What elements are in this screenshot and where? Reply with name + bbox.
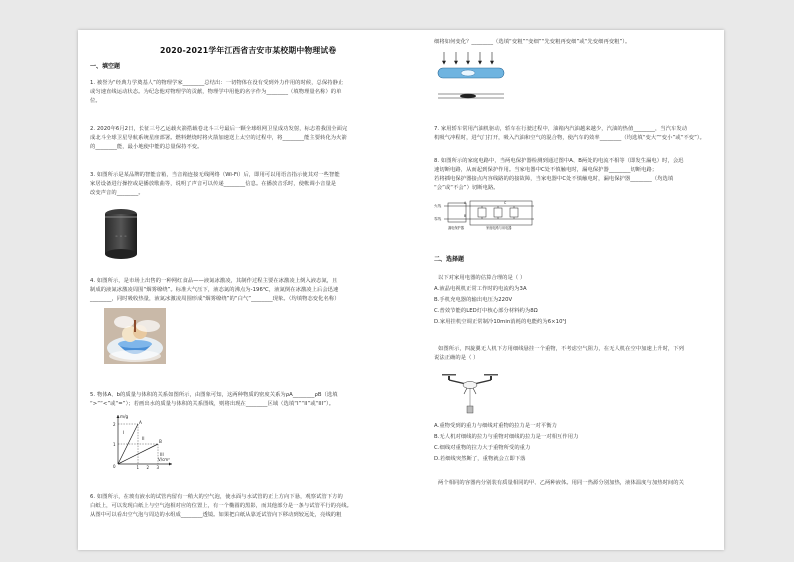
section-heading-choice: 二、选择题 — [434, 256, 465, 263]
q10-option-b: B.无人机对细线的拉力与重物对细线的拉力是一对相互作用力 — [434, 434, 579, 440]
q4-line3: ________，同时吸收热量，液氮冰激凌周围形成“烟雾缭绕”的“白气”________现象。（均填物态变化名称） — [90, 296, 340, 302]
tick-x-3: 3 — [156, 465, 160, 470]
q5-line1: 5. 物体A、b的质量与体积的关系如图所示，由图象可知，这两种物质的密度关系为ρA________ρB（选填 — [90, 392, 338, 398]
q1-line2: 或匀速直线运动状态。为纪念他对物理学的贡献，物理学中用他的名字作为________（填物理量名称）的单 — [90, 89, 342, 95]
q4-line2: 制成的液氮冰激凌周围“烟雾缭绕”。标准大气压下，液态氮的沸点为-196℃，液氮倒在冰激凌上后会迅速 — [90, 287, 339, 293]
q8-line2: 速切断电路，从而起到保护作用。当家电器中C处不慎触电时，漏电保护器________切断电路； — [434, 167, 658, 173]
x-axis-arrow — [169, 463, 172, 466]
q3-line2: 家居设备进行操控或是播放歌曲等，说明了声音可以传递________信息。在播放音乐时，使帐调小音量是 — [90, 181, 337, 187]
point-c-label: C — [504, 201, 507, 205]
tick-x-2: 2 — [146, 465, 150, 470]
smart-speaker-image — [100, 206, 142, 262]
origin-label: 0 — [113, 464, 116, 469]
q8-line4: “会”或“不会”）切断电路。 — [434, 185, 499, 191]
q9-option-c: C.普效节能的LED灯中核心部分材料约为8Ω — [434, 308, 538, 314]
q1-line1: 1. 被誉为“经典力学奠基人”的物理学家________总结出：一切物体在没有受到外力作用的时候，总保持静止 — [90, 80, 344, 86]
live-wire-label: 火线 — [434, 204, 442, 208]
y-axis-label: m/g — [120, 414, 129, 419]
q8-line1: 8. 如图所示的家庭电路中，当两电保护器检测到通过图中A、B两处的电流不相等（即发生漏电）时，会迅 — [434, 158, 684, 164]
test-tube-figure — [436, 50, 508, 104]
region-ii-label: II — [142, 436, 145, 441]
q2-line1: 2. 2020年6月2日，长征三号乙运载火箭搭载卷北斗三号最后一颗全球组网卫星成功发射，标志着我国全面完 — [90, 126, 348, 132]
tick-y-2: 2 — [113, 422, 116, 427]
point-b-label: B — [464, 214, 467, 218]
hanging-weight — [467, 406, 473, 413]
dark-shadow — [460, 94, 476, 98]
drone-figure — [440, 368, 500, 416]
q7-line2: 机吸气冲程时，进气门打开，吸入汽油和空气的混合物，使汽车的效率________（均选填“变大”“变小”或“不变”）。 — [434, 135, 705, 141]
q1-line3: 位。 — [90, 98, 101, 104]
q3-line3: 改变声音的________。 — [90, 190, 144, 196]
home-circuit-label: 家庭电路与用电器 — [486, 226, 512, 230]
q9-option-b: B.手机充电器的输出电压为220V — [434, 297, 513, 303]
svg-text:◦ ◦ ◦: ◦ ◦ ◦ — [114, 234, 128, 240]
x-axis-label: V/cm³ — [158, 457, 170, 462]
leakage-protector-label: 漏电保护器 — [448, 226, 464, 230]
q3-line1: 3. 如图所示是某品牌的智能音箱，当音箱连接无线网络（Wi-Fi）后，即用可以用语音指示使其对一些智能 — [90, 172, 340, 178]
mass-volume-chart — [108, 412, 176, 470]
section-heading-fill: 一、填空题 — [90, 63, 121, 70]
q8-line3: 若将插电保护器接点内容线路的的接故障，当家电器中C处不慎触电时，漏电保护器________（均选填 — [434, 176, 674, 182]
region-iii-label: III — [160, 452, 164, 457]
neutral-wire-label: 零线 — [434, 217, 442, 221]
line-b-label: B — [159, 439, 162, 444]
q10-option-c: C.细线对重物的拉力大于重物所受的重力 — [434, 445, 531, 451]
q7-line1: 7. 家用轿车常用汽油机驱动，轿车在行驶过程中，油箱内汽油越来越少，汽油的热值________，当汽车发动 — [434, 126, 688, 132]
circuit-diagram — [434, 198, 544, 238]
air-bubble — [461, 70, 475, 76]
q2-line2: 成北斗全球卫星导航系统星座部署。燃料燃烧时将火箭加速送上太空的过程中，将________能主要转化为火箭 — [90, 135, 347, 141]
line-a-label: A — [139, 420, 142, 425]
document-page — [78, 30, 724, 550]
region-i-label: I — [123, 430, 125, 435]
q5-line2: “>”“<”或“=”）；若画出水的质量与体积的关系图线，则将出现在________区域（选填“I”“II”或“III”）。 — [90, 401, 335, 407]
q10-option-d: D.若细线突然断了，重物就会立即下落 — [434, 456, 526, 462]
q11-line1: 两个相同的容器内分别装有质量相同的甲、乙两种液体。用同一热源分别加热，液体温度与加热时间的关 — [438, 480, 684, 486]
tick-x-1: 1 — [136, 465, 140, 470]
ice-cream-image — [104, 308, 166, 364]
q10-line2: 说法正确的是（ ） — [434, 355, 479, 361]
tick-y-1: 1 — [113, 442, 116, 447]
q9-option-d: D.家用挂机空调正常制冷10min消耗的电能约为6×10⁵J — [434, 319, 567, 325]
q6-continuation: 细将如何变化？________（选填“变粗”“变细”“先变粗再变细”或“先变细再变粗”）。 — [434, 39, 631, 45]
q9-stem: 以下对家用电器的估算合理的是（ ） — [438, 275, 526, 281]
q4-line1: 4. 如图所示，是市场上出售的一种网红食品——液氮冰激凌，其制作过程主要在冰激凌上倒入液态氮，且 — [90, 278, 338, 284]
q6-line1: 6. 如图所示，在玻有液水的试管内留有一稍大的空气泡，使水面与水试管的正上方向下悬，观察试管下方的 — [90, 494, 343, 500]
q6-line2: 白纸上，可以发现白纸上与空气泡相对应的位置上，有一个椭圆的黑影，而其他部分是一条与试管平行的亮线。 — [90, 503, 352, 509]
point-a-label: A — [464, 201, 467, 205]
q9-option-a: A.液晶电视机正常工作时的电流约为3A — [434, 286, 527, 292]
q10-option-a: A.重物受到的重力与细线对重物的拉力是一对平衡力 — [434, 423, 557, 429]
q2-line3: 的________能，最小地使中能的总量保持不变。 — [90, 144, 203, 150]
page-title: 2020-2021学年江西省吉安市某校期中物理试卷 — [160, 46, 337, 55]
q6-line3: 从图中可以看出空气泡与周边的水组成________透镜。如果把白纸从靠近试管向下移动到较远处，亮线的粗 — [90, 512, 342, 518]
home-circuit-box — [470, 201, 532, 225]
q10-line1: 如图所示，四旋翼无人机下方用细线悬挂一个重物，不考虑空气阻力，在无人机在空中加速上升时，下列 — [438, 346, 684, 352]
